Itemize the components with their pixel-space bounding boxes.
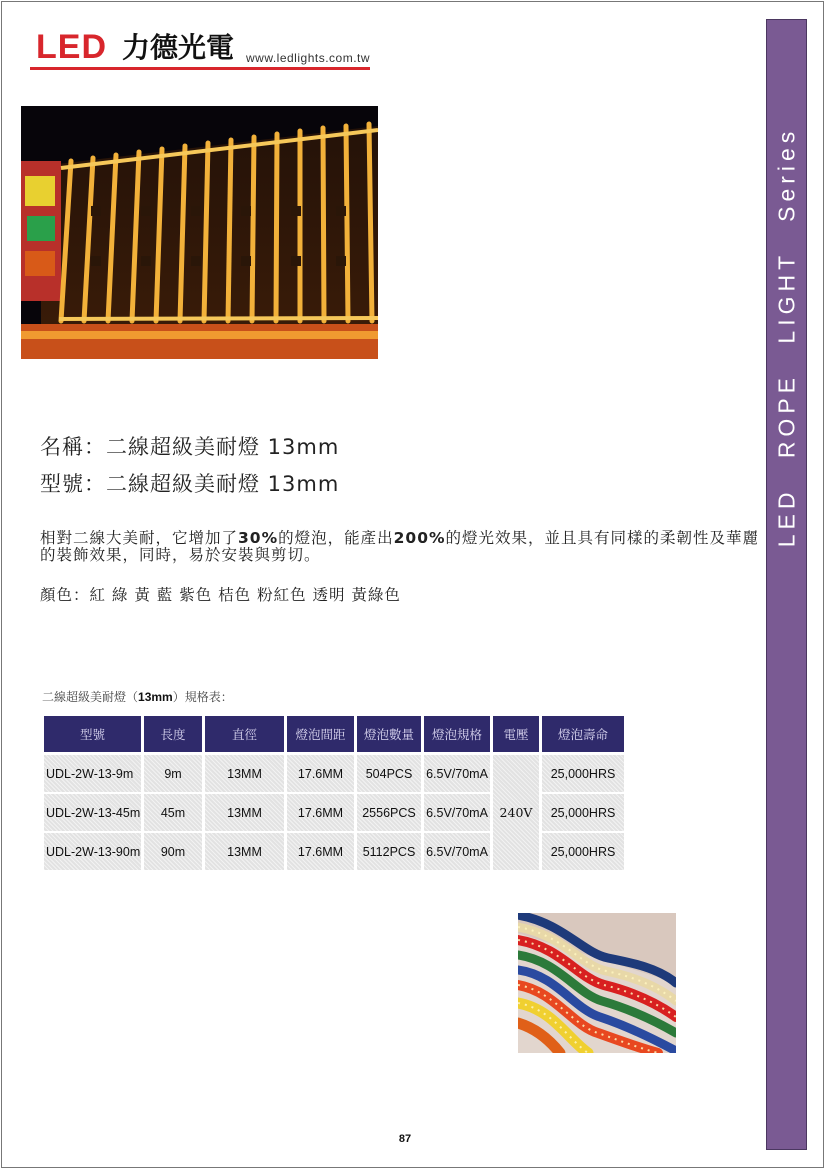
product-name: 名稱：二線超級美耐燈 13mm [40, 435, 340, 459]
header-length: 長度 [144, 716, 202, 755]
series-side-banner [766, 19, 807, 1150]
cell-lifetime: 25,000HRS [542, 833, 624, 872]
product-model: 型號：二線超級美耐燈 13mm [40, 472, 340, 496]
description-text-1: 相對二線大美耐，它增加了 [40, 529, 239, 547]
cell-model: UDL-2W-13-9m [44, 755, 141, 794]
cell-diameter: 13MM [205, 833, 284, 872]
cell-lifetime: 25,000HRS [542, 794, 624, 833]
description-bold-200: 200% [393, 529, 446, 547]
cell-spacing: 17.6MM [287, 833, 354, 872]
series-title: LED ROPE LIGHT Series [773, 126, 799, 548]
caption-prefix: 二線超級美耐燈（ [42, 690, 139, 704]
table-row [44, 755, 624, 794]
caption-size: 13mm [138, 690, 173, 704]
description-bold-30: 30% [238, 529, 279, 547]
cell-spacing: 17.6MM [287, 755, 354, 794]
cell-model: UDL-2W-13-45m [44, 794, 141, 833]
cell-spacing: 17.6MM [287, 794, 354, 833]
table-header-row [44, 716, 624, 755]
description-text-2: 的燈泡，能產出 [278, 529, 394, 547]
cell-length: 90m [144, 833, 202, 872]
cell-voltage: 240V [493, 755, 539, 872]
header-spacing: 燈泡間距 [287, 716, 354, 755]
cell-quantity: 2556PCS [357, 794, 421, 833]
cell-bulb-spec: 6.5V/70mA [424, 755, 490, 794]
cell-length: 9m [144, 755, 202, 794]
cell-quantity: 5112PCS [357, 833, 421, 872]
cell-bulb-spec: 6.5V/70mA [424, 833, 490, 872]
header-diameter: 直徑 [205, 716, 284, 755]
product-colors: 顏色：紅 綠 黃 藍 紫色 桔色 粉紅色 透明 黃綠色 [40, 586, 401, 604]
header-rule [30, 67, 370, 70]
rope-light-photo [518, 913, 676, 1053]
header-model: 型號 [44, 716, 141, 755]
cell-lifetime: 25,000HRS [542, 755, 624, 794]
product-description [40, 530, 760, 564]
brand-company-name: 力德光電 [122, 31, 235, 64]
page-number: 87 [398, 1133, 412, 1145]
header-voltage: 電壓 [493, 716, 539, 755]
cell-diameter: 13MM [205, 755, 284, 794]
caption-suffix: ）規格表： [172, 690, 233, 704]
cell-length: 45m [144, 794, 202, 833]
header-quantity: 燈泡數量 [357, 716, 421, 755]
spec-table-caption [42, 688, 233, 705]
cell-quantity: 504PCS [357, 755, 421, 794]
header-lifetime: 燈泡壽命 [542, 716, 624, 755]
cell-bulb-spec: 6.5V/70mA [424, 794, 490, 833]
spec-table [41, 716, 627, 872]
cell-diameter: 13MM [205, 794, 284, 833]
website-link[interactable]: www.ledlights.com.tw [246, 51, 371, 65]
building-facade-photo [21, 106, 378, 359]
description-text-3: 的燈光效果，並且具有同樣的柔韌性及華麗的裝飾效果，同時，易於安裝與剪切。 [40, 529, 760, 564]
brand-led-logo: LED [36, 28, 107, 66]
header-bulb-spec: 燈泡規格 [424, 716, 490, 755]
cell-model: UDL-2W-13-90m [44, 833, 141, 872]
